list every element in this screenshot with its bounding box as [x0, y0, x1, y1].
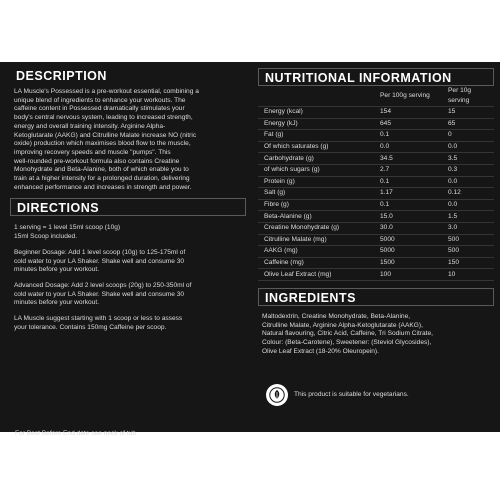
directions-line: Advanced Dosage: Add 2 level scoops (20g) to 250-350ml of: [14, 281, 192, 289]
nutrient-value: 0.12: [442, 188, 494, 200]
description-line: energy and overall training intensity. Arginine Alpha-: [14, 122, 166, 130]
description-line: oxide) production which maximises blood flow to the muscle,: [14, 140, 191, 148]
nutrient-name: Fat (g): [258, 130, 374, 142]
nutrient-value: 0: [442, 130, 494, 142]
nutrient-name: Carbohydrate (g): [258, 153, 374, 165]
nutrient-value: 0.0: [442, 141, 494, 153]
nutrition-row: [258, 118, 494, 130]
nutrient-name: Caffeine (mg): [258, 257, 374, 269]
nutrient-value: 0.0: [374, 141, 442, 153]
nutrition-row: [258, 234, 494, 246]
ingredients-line: Colour: (Beta-Carotene), Sweetener: (Steviol Glycosides),: [262, 339, 432, 347]
nutrient-name: of which sugars (g): [258, 164, 374, 176]
nutrient-value: 30.0: [374, 222, 442, 234]
description-line: LA Muscle's Possessed is a pre-workout essential, combining a: [14, 88, 199, 95]
description-line: unique blend of ingredients to enhance your workouts. The: [14, 96, 186, 104]
nutrition-row: [258, 257, 494, 269]
nutrient-name: Citrulline Malate (mg): [258, 234, 374, 246]
description-line: body's central nervous system, leading to increased strength,: [14, 114, 193, 122]
directions-line: cold water to your LA Shaker. Shake well and consume 30: [14, 290, 185, 298]
directions-line: your tolerance. Contains 150mg Caffeine per scoop.: [14, 323, 167, 331]
nutrition-row: [258, 176, 494, 188]
ingredients-line: Citrulline Malate, Arginine Alpha-Ketoglutarate (AAKG),: [262, 321, 423, 329]
directions-text: [10, 224, 246, 332]
nutrient-value: 0.1: [374, 176, 442, 188]
description-line: train at a higher intensity for a prolonged duration, delivering: [14, 175, 190, 183]
nutrient-value: 5000: [374, 234, 442, 246]
nutrient-value: 0.3: [442, 164, 494, 176]
ingredients-heading: INGREDIENTS: [258, 288, 494, 306]
nutrition-row: [258, 107, 494, 119]
vegetarian-badge: [266, 384, 288, 406]
directions-line: cold water to your LA Shaker. Shake well and consume 30: [14, 257, 185, 265]
nutrient-value: 34.5: [374, 153, 442, 165]
ingredients-line: Olive Leaf Extract (18-20% Oleuropein).: [262, 347, 379, 355]
vegetarian-note: This product is suitable for vegetarians.: [294, 391, 409, 398]
nutrient-value: 0.1: [374, 130, 442, 142]
description-line: caffeine content in Possessed dramatically stimulates your: [14, 105, 185, 113]
nutrient-name: Fibre (g): [258, 199, 374, 211]
directions-line: 1 serving = 1 level 15ml scoop (10g): [14, 224, 121, 232]
nutrient-value: 150: [442, 257, 494, 269]
description-heading: DESCRIPTION: [16, 69, 107, 83]
nutrient-name: AAKG (mg): [258, 246, 374, 258]
nutrient-value: 154: [374, 107, 442, 119]
nutrient-value: 100: [374, 269, 442, 281]
vegetarian-leaf-icon: [269, 387, 285, 403]
directions-heading: DIRECTIONS: [10, 198, 246, 216]
nutrient-value: 65: [442, 118, 494, 130]
nutrition-header-cell: [258, 86, 374, 107]
nutrient-value: 1.5: [442, 211, 494, 223]
description-line: Monohydrate and Beta-Alanine, both of which enable you to: [14, 166, 189, 174]
nutrient-value: 15: [442, 107, 494, 119]
nutrient-name: Olive Leaf Extract (mg): [258, 269, 374, 281]
nutrition-row: [258, 199, 494, 211]
left-column: [10, 62, 246, 332]
nutrient-value: 2.7: [374, 164, 442, 176]
nutrition-row: [258, 269, 494, 281]
nutrient-value: 0.0: [442, 199, 494, 211]
directions-line: minutes before your workout.: [14, 299, 100, 307]
nutrient-name: Salt (g): [258, 188, 374, 200]
nutrition-header-cell: Per 10g serving: [442, 86, 494, 107]
description-line: well-rounded pre-workout formula also contains Creatine: [14, 157, 180, 165]
nutrient-name: Energy (kcal): [258, 107, 374, 119]
label-panel: [0, 62, 500, 432]
description-line: Ketoglutarate (AAKG) and Citrulline Malate increase NO (nitric: [14, 131, 197, 139]
nutrition-row: [258, 164, 494, 176]
directions-line: LA Muscle suggest starting with 1 scoop or less to assess: [14, 315, 183, 323]
nutrient-value: 645: [374, 118, 442, 130]
description-line: enhanced performance and increases in strength and power.: [14, 183, 192, 191]
nutrition-row: [258, 141, 494, 153]
directions-line: minutes before your workout.: [14, 266, 100, 274]
nutrition-row: [258, 153, 494, 165]
nutrient-name: Protein (g): [258, 176, 374, 188]
nutrient-name: Of which saturates (g): [258, 141, 374, 153]
nutrient-name: Creatine Monohydrate (g): [258, 222, 374, 234]
nutrient-value: 0.1: [374, 199, 442, 211]
nutrient-value: 1.17: [374, 188, 442, 200]
best-before-note: For Best Before End date see neck of tub: [15, 430, 136, 437]
nutrition-row: [258, 188, 494, 200]
nutrient-name: Energy (kJ): [258, 118, 374, 130]
ingredients-line: Natural flavouring, Citric Acid, Caffeine, Tri Sodium Citrate,: [262, 330, 434, 338]
nutrient-value: 3.5: [442, 153, 494, 165]
nutrition-table: [258, 86, 494, 281]
nutrition-heading: NUTRITIONAL INFORMATION: [258, 68, 494, 86]
nutrient-value: 15.0: [374, 211, 442, 223]
directions-line: 15ml Scoop included.: [14, 233, 78, 241]
nutrient-value: 0.0: [442, 176, 494, 188]
nutrient-value: 10: [442, 269, 494, 281]
nutrition-row: [258, 130, 494, 142]
nutrition-row: [258, 246, 494, 258]
nutrient-name: Beta-Alanine (g): [258, 211, 374, 223]
nutrition-header-cell: Per 100g serving: [374, 86, 442, 107]
description-line: improving recovery speeds and muscle "pumps". This: [14, 148, 171, 156]
nutrition-row: [258, 222, 494, 234]
nutrient-value: 1500: [374, 257, 442, 269]
directions-line: Beginner Dosage: Add 1 level scoop (10g) to 125-175ml of: [14, 248, 186, 256]
right-column: [258, 62, 494, 398]
nutrient-value: 3.0: [442, 222, 494, 234]
nutrition-header-row: [258, 86, 494, 107]
nutrition-row: [258, 211, 494, 223]
description-text: [10, 88, 246, 192]
ingredients-line: Maltodextrin, Creatine Monohydrate, Beta-Alanine,: [262, 312, 411, 320]
nutrient-value: 500: [442, 246, 494, 258]
ingredients-text: [258, 313, 494, 357]
nutrient-value: 5000: [374, 246, 442, 258]
nutrient-value: 500: [442, 234, 494, 246]
